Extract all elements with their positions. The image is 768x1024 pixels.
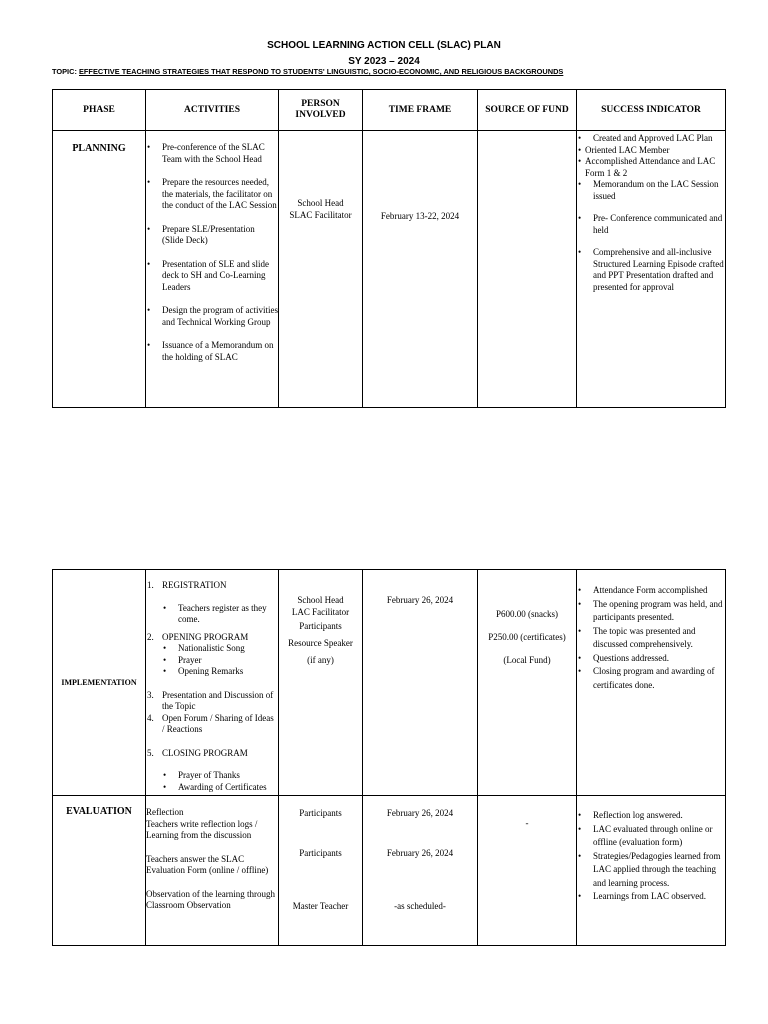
list-item: • Strategies/Pedagogies learned from LAC applied through the teaching and learning process.	[577, 850, 725, 891]
slac-plan-table-implementation	[52, 569, 726, 946]
sub-item: • Prayer of Thanks	[146, 770, 278, 782]
planning-indicators-list	[577, 133, 725, 293]
sub-item: • Teachers register as they come.	[146, 603, 278, 626]
table-row-evaluation	[53, 796, 726, 946]
phase-evaluation: EVALUATION	[53, 796, 146, 946]
list-item: 2. OPENING PROGRAM • Nationalistic Song • Prayer • Opening Remarks	[146, 632, 278, 678]
planning-source-of-fund	[478, 131, 577, 408]
table-row-implementation	[53, 570, 726, 796]
evaluation-indicators-list	[577, 809, 725, 904]
evaluation-persons: Participants Participants Master Teacher	[279, 796, 363, 946]
col-activities: ACTIVITIES	[146, 90, 279, 131]
planning-persons: School Head SLAC Facilitator	[279, 131, 363, 408]
list-item: • Memorandum on the LAC Session issued	[577, 179, 725, 202]
list-item: • Accomplished Attendance and LAC Form 1 & 2	[577, 156, 725, 179]
col-success-indicator: SUCCESS INDICATOR	[577, 90, 726, 131]
col-source-of-fund: SOURCE OF FUND	[478, 90, 577, 131]
list-item: • Comprehensive and all-inclusive Structured Learning Episode crafted and PPT Presentation drafted and presented for approval	[577, 247, 725, 293]
list-item: • Prepare the resources needed, the materials, the facilitator on the conduct of the LAC Session	[146, 177, 278, 212]
list-item: • Pre-conference of the SLAC Team with the School Head	[146, 142, 278, 165]
document-title: SCHOOL LEARNING ACTION CELL (SLAC) PLAN	[267, 40, 501, 51]
implementation-persons: School Head LAC Facilitator Participants Resource Speaker (if any)	[279, 570, 363, 796]
topic-line	[52, 67, 563, 76]
col-phase: PHASE	[53, 90, 146, 131]
col-person-involved: PERSON INVOLVED	[279, 90, 363, 131]
list-item: 4. Open Forum / Sharing of Ideas / Reactions	[147, 712, 274, 734]
phase-implementation: IMPLEMENTATION	[53, 570, 146, 796]
list-item: • Questions addressed.	[577, 652, 725, 666]
planning-time-frame: February 13-22, 2024	[363, 131, 478, 408]
list-item: • Pre- Conference communicated and held	[577, 213, 725, 236]
table-row-planning	[53, 131, 726, 408]
topic-label: TOPIC:	[52, 67, 77, 76]
list-item: • Issuance of a Memorandum on the holding of SLAC	[146, 340, 278, 363]
list-item: 3. Presentation and Discussion of the Topic	[147, 689, 274, 711]
topic-text: EFFECTIVE TEACHING STRATEGIES THAT RESPOND TO STUDENTS' LINGUISTIC, SOCIO-ECONOMIC, AND RELIGIOUS BACKGROUNDS	[78, 67, 564, 76]
evaluation-activities: Reflection Teachers write reflection logs / Learning from the discussion Teachers answer the SLAC Evaluation Form (online / offline) Observation of the learning through Classroom Observation	[146, 796, 279, 946]
planning-activities-list	[146, 142, 278, 363]
sub-item: • Nationalistic Song	[146, 643, 278, 655]
list-item: • Prepare SLE/Presentation (Slide Deck)	[146, 224, 278, 247]
sub-item: • Opening Remarks	[146, 666, 278, 678]
list-item: 5. CLOSING PROGRAM • Prayer of Thanks • Awarding of Certificates	[146, 748, 278, 794]
school-year: SY 2023 – 2024	[348, 56, 420, 67]
list-item: • Oriented LAC Member	[577, 145, 725, 157]
phase-planning: PLANNING	[53, 131, 146, 408]
list-item: • LAC evaluated through online or offline (evaluation form)	[577, 823, 725, 850]
list-item: • Created and Approved LAC Plan	[577, 133, 725, 145]
implementation-indicators-list	[577, 584, 725, 692]
list-item: • Presentation of SLE and slide deck to SH and Co-Learning Leaders	[146, 259, 278, 294]
list-item: • Closing program and awarding of certificates done.	[577, 665, 725, 692]
slac-plan-table-planning	[52, 89, 726, 408]
list-item: • The topic was presented and discussed comprehensively.	[577, 625, 725, 652]
list-item: • Reflection log answered.	[577, 809, 725, 823]
implementation-activities-list	[146, 580, 278, 793]
evaluation-time-frames: February 26, 2024 February 26, 2024 -as scheduled-	[363, 796, 478, 946]
table-header-row	[53, 90, 726, 131]
implementation-time-frame: February 26, 2024	[363, 570, 478, 796]
evaluation-fund: -	[478, 796, 577, 946]
list-item: • Learnings from LAC observed.	[577, 890, 725, 904]
list-item: • Design the program of activities and Technical Working Group	[146, 305, 278, 328]
sub-item: • Awarding of Certificates	[146, 782, 278, 794]
list-item: 1. REGISTRATION • Teachers register as they come.	[146, 580, 278, 626]
col-time-frame: TIME FRAME	[363, 90, 478, 131]
implementation-funds: P600.00 (snacks) P250.00 (certificates) (Local Fund)	[478, 570, 577, 796]
sub-item: • Prayer	[146, 655, 278, 667]
list-item: • Attendance Form accomplished	[577, 584, 725, 598]
list-item: • The opening program was held, and participants presented.	[577, 598, 725, 625]
